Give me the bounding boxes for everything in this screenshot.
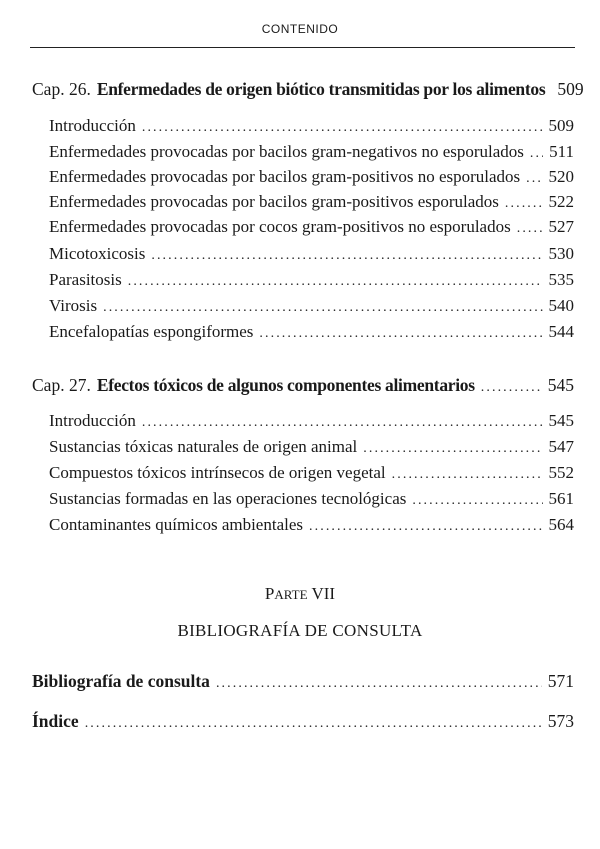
entry-label: Enfermedades provocadas por bacilos gram-positivos no esporulados: [49, 167, 521, 186]
page-number: 545: [547, 375, 574, 395]
page-number: 522: [548, 192, 574, 211]
entry-label: Bibliografía de consulta: [32, 671, 210, 691]
entry-label: Índice: [32, 711, 79, 731]
entry-label: Micotoxicosis: [49, 244, 146, 263]
header-rule: [30, 47, 575, 48]
chapter-title: Enfermedades de origen biótico transmitidas por los alimentos: [96, 79, 546, 99]
toc-entry[interactable]: [49, 269, 574, 293]
page-number: 511: [549, 142, 574, 161]
page-number: 527: [548, 217, 574, 236]
chapter-label: [32, 78, 545, 100]
entry-label: Virosis: [49, 296, 98, 315]
page-number: 520: [548, 167, 574, 186]
page-number: 561: [548, 489, 574, 508]
dot-leader: [142, 412, 543, 434]
toc-entry[interactable]: [49, 216, 574, 240]
page-number: 544: [548, 322, 574, 341]
part-label: [0, 584, 600, 604]
dot-leader: [142, 117, 543, 139]
part-label-initial: P: [264, 584, 275, 603]
entry-label: Parasitosis: [49, 270, 122, 289]
running-head: CONTENIDO: [261, 22, 339, 36]
chapter-number: Cap. 27.: [32, 375, 91, 395]
dot-leader: [526, 168, 542, 190]
entry-label: Enfermedades provocadas por bacilos gram-positivos esporulados: [49, 192, 499, 211]
toc-entry[interactable]: [49, 115, 574, 139]
chapter-title: Efectos tóxicos de algunos componentes alimentarios: [96, 375, 475, 395]
dot-leader: [309, 516, 542, 538]
dot-leader: [103, 297, 542, 319]
part-numeral: VII: [311, 584, 336, 603]
dot-leader: [363, 438, 542, 460]
entry-label: Sustancias tóxicas naturales de origen animal: [49, 437, 358, 456]
entry-label: Encefalopatías espongiformes: [49, 322, 254, 341]
toc-entry[interactable]: [49, 191, 574, 215]
chapter-label: [32, 374, 475, 396]
dot-leader: [392, 464, 543, 486]
toc-entry[interactable]: [49, 410, 574, 434]
dot-leader: [128, 271, 543, 293]
part-title: BIBLIOGRAFÍA DE CONSULTA: [177, 621, 423, 640]
page-number: 552: [548, 463, 574, 482]
entry-label: Contaminantes químicos ambientales: [49, 515, 304, 534]
backmatter-entry[interactable]: [32, 710, 574, 735]
entry-label: Enfermedades provocadas por cocos gram-positivos no esporulados: [49, 217, 511, 236]
entry-label: Sustancias formadas en las operaciones tecnológicas: [49, 489, 407, 508]
dot-leader: [85, 713, 542, 735]
page-number: 530: [548, 244, 574, 263]
toc-entry[interactable]: [49, 514, 574, 538]
entry-label: Introducción: [49, 411, 136, 430]
toc-entry[interactable]: [49, 488, 574, 512]
page-number: 564: [548, 515, 574, 534]
backmatter-entry[interactable]: [32, 670, 574, 695]
toc-entry[interactable]: [49, 243, 574, 267]
page-number: 545: [548, 411, 574, 430]
toc-entry[interactable]: [49, 166, 574, 190]
dot-leader: [505, 193, 543, 215]
dot-leader: [530, 143, 543, 165]
dot-leader: [412, 490, 542, 512]
dot-leader: [151, 245, 542, 267]
chapter-heading[interactable]: [32, 374, 574, 399]
part-label-rest: ARTE: [274, 587, 308, 602]
page-number: 535: [548, 270, 574, 289]
chapter-heading[interactable]: [32, 78, 584, 103]
toc-entry[interactable]: [49, 462, 574, 486]
page-number: 571: [547, 671, 574, 691]
entry-label: Compuestos tóxicos intrínsecos de origen vegetal: [49, 463, 386, 482]
page-number: 509: [548, 116, 574, 135]
page-number: 547: [548, 437, 574, 456]
chapter-number: Cap. 26.: [32, 79, 91, 99]
toc-entry[interactable]: [49, 321, 574, 345]
entry-label: Enfermedades provocadas por bacilos gram-negativos no esporulados: [49, 142, 524, 161]
entry-label: Introducción: [49, 116, 136, 135]
dot-leader: [259, 323, 542, 345]
page-number: 573: [547, 711, 574, 731]
toc-entry[interactable]: [49, 295, 574, 319]
toc-entry[interactable]: [49, 436, 574, 460]
page-number: 509: [557, 79, 584, 99]
dot-leader: [481, 377, 542, 399]
toc-entry[interactable]: [49, 141, 574, 165]
dot-leader: [216, 673, 542, 695]
dot-leader: [517, 218, 543, 240]
page-number: 540: [548, 296, 574, 315]
